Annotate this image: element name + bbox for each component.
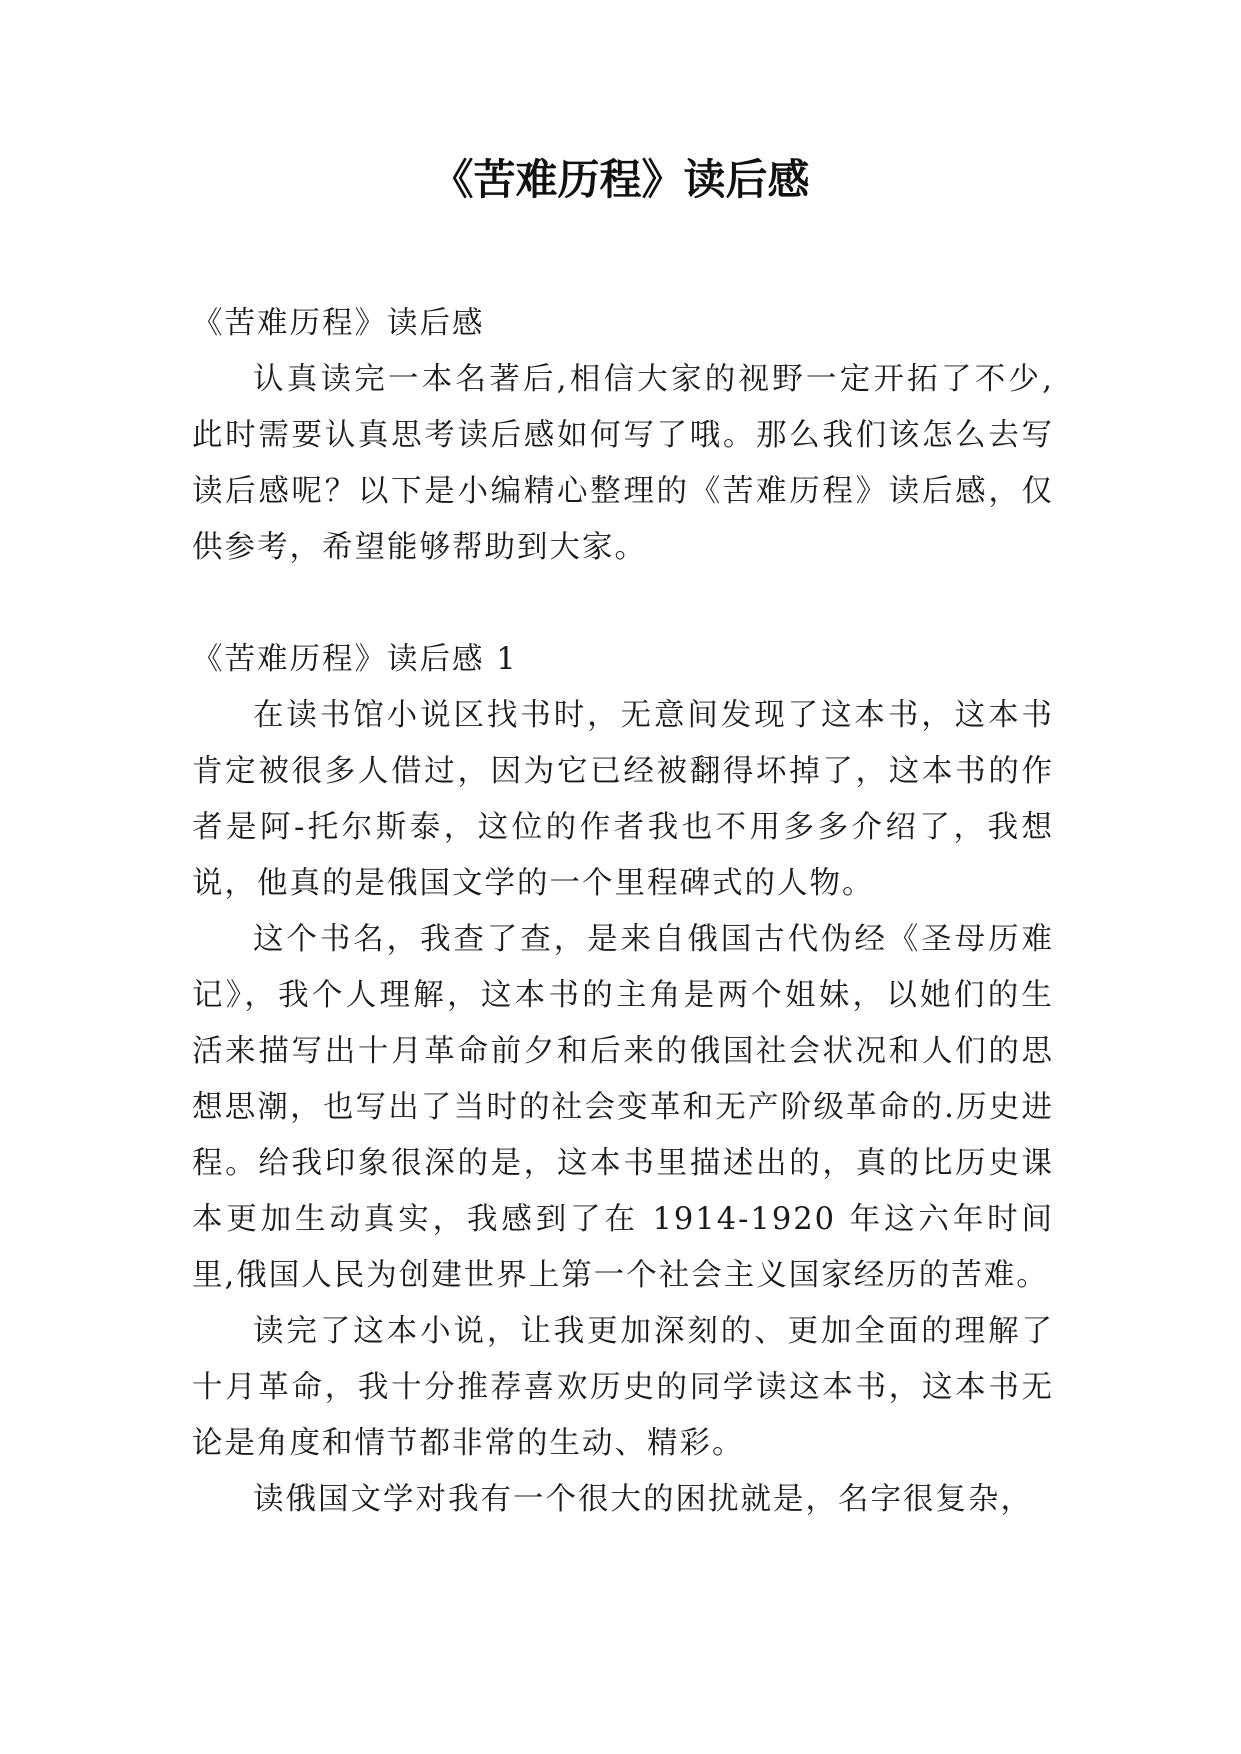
paragraph: 这个书名，我查了查，是来自俄国古代伪经《圣母历难记》，我个人理解，这本书的主角是两个姐妹，以她们的生活来描写出十月革命前夕和后来的俄国社会状况和人们的思想思潮，也写出了当时的社会变革和无产阶级革命的.历史进程。给我印象很深的是，这本书里描述出的，真的比历史课本更加生动真实，我感到了在 1914-1920 年这六年时间里,俄国人民为创建世界上第一个社会主义国家经历的苦难。 xyxy=(192,922,1054,1293)
section-heading: 《苦难历程》读后感 1 xyxy=(192,642,518,677)
section-spacer xyxy=(192,576,1054,632)
intro-paragraph: 认真读完一本名著后,相信大家的视野一定开拓了不少,此时需要认真思考读后感如何写了哦。那么我们该怎么去写读后感呢？以下是小编精心整理的《苦难历程》读后感，仅供参考，希望能够帮助到大家。 xyxy=(192,362,1054,565)
document-title: 《苦难历程》读后感 xyxy=(431,155,810,204)
paragraph: 读完了这本小说，让我更加深刻的、更加全面的理解了十月革命，我十分推荐喜欢历史的同学读这本书，这本书无论是角度和情节都非常的生动、精彩。 xyxy=(192,1314,1054,1461)
paragraph: 在读书馆小说区找书时，无意间发现了这本书，这本书肯定被很多人借过，因为它已经被翻得坏掉了，这本书的作者是阿-托尔斯泰，这位的作者我也不用多多介绍了，我想说，他真的是俄国文学的一个里程碑式的人物。 xyxy=(192,698,1054,901)
intro-heading: 《苦难历程》读后感 xyxy=(192,306,485,341)
document-body xyxy=(192,296,1054,1528)
paragraph: 读俄国文学对我有一个很大的困扰就是，名字很复杂， xyxy=(253,1482,1033,1517)
